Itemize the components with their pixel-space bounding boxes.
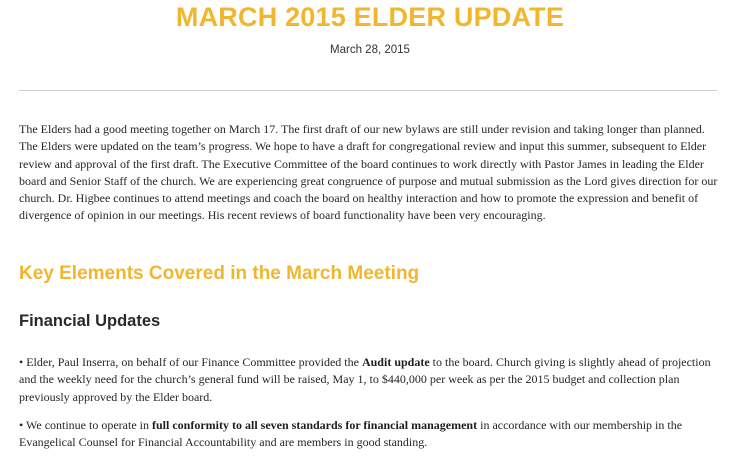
bullet-marker: • — [19, 355, 24, 369]
page-title: MARCH 2015 ELDER UPDATE — [175, 2, 565, 32]
bullet-bold-text: Audit update — [361, 355, 430, 369]
post-date: March 28, 2015 — [330, 44, 410, 56]
section-heading: Key Elements Covered in the March Meeting — [19, 263, 420, 284]
bullet-text-start: Elder, Paul Inserra, on behalf of our Finance Committee provided the — [26, 355, 362, 369]
list-item — [19, 354, 719, 406]
bullet-marker: • — [19, 418, 24, 432]
bullet-text-start: We continue to operate in — [26, 418, 152, 432]
intro-paragraph: The Elders had a good meeting together on March 17. The first draft of our new bylaws are still under revision and taking longer than planned. The Elders were updated on the team’s progress. We hope to have a draft for congregational review and input this summer, subsequent to Elder review and approval of the first draft. The Executive Committee of the board continues to work directly with Pastor James in leading the Elder board and Senior Staff of the church. We are experiencing great congruence of purpose and mutual submission as the Lord gives direction for our church. Dr. Higbee continues to attend meetings and coach the board on healthy interaction and how to promote the expression and benefit of divergence of opinion in our meetings. His recent reviews of board functionality have been very encouraging. — [19, 122, 718, 223]
list-item — [19, 417, 719, 452]
bullet-bold-text: full conformity to all seven standards for financial management — [152, 418, 478, 432]
bullet-text-end: to the board. Church giving is slightly ahead of projection and the weekly need for the church’s general fund will be raised, May 1, to $440,000 per week as per the 2015 budget and collection plan previously approved by the Elder board. — [19, 355, 711, 404]
subsection-heading: Financial Updates — [19, 312, 161, 330]
divider — [19, 90, 717, 91]
bullet-text-end: in accordance with our membership in the Evangelical Counsel for Financial Accountability and are members in good standing. — [19, 418, 683, 450]
